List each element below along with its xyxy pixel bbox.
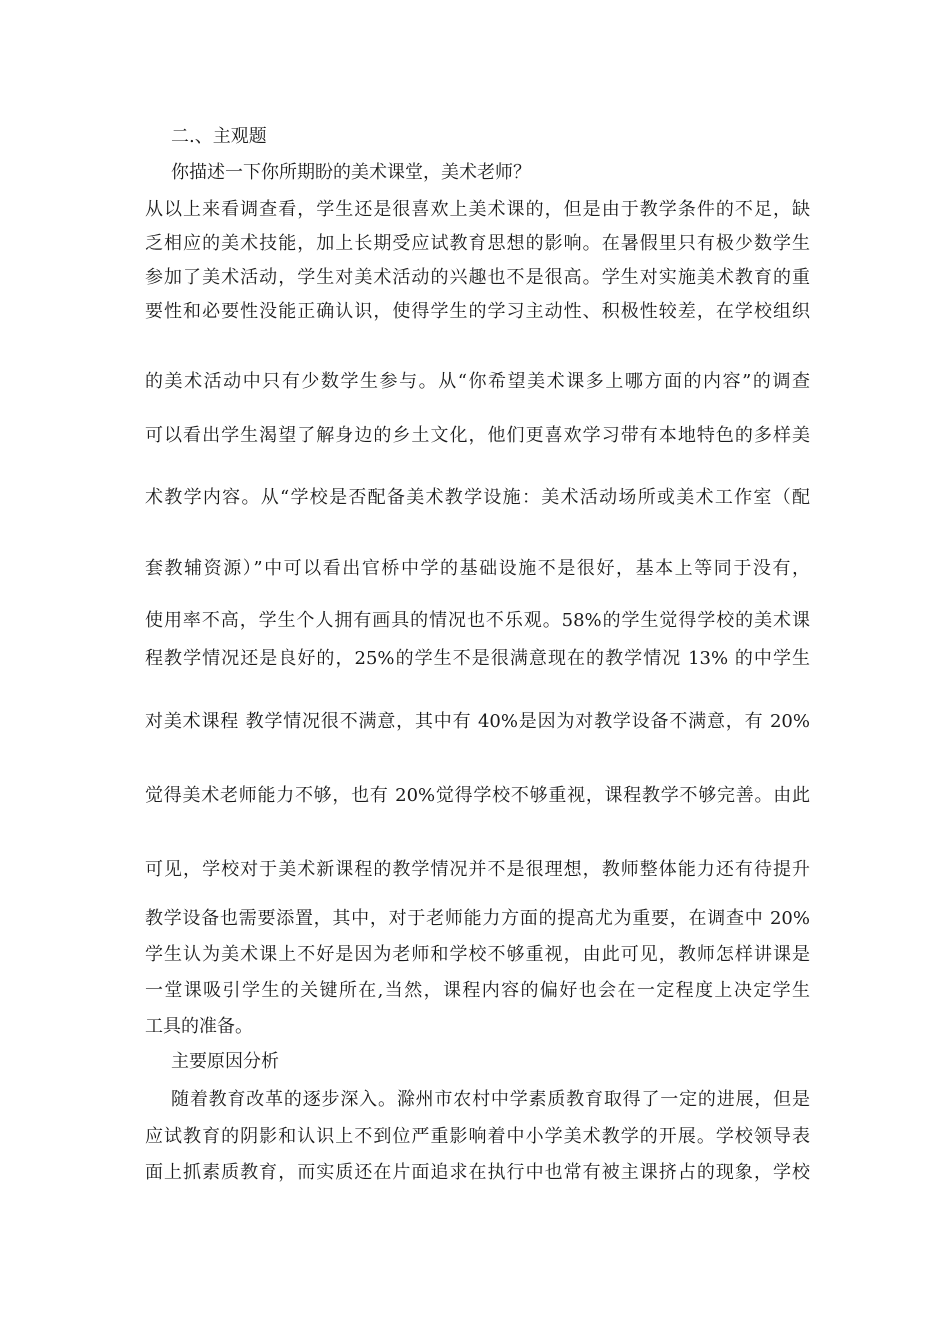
analysis-line: 套教辅资源）”中可以看出官桥中学的基础设施不是很好，基本上等同于没有，	[145, 558, 810, 579]
analysis-line: 一堂课吸引学生的关键所在,当然，课程内容的偏好也会在一定程度上决定学生	[145, 980, 810, 1001]
analysis-line: 工具的准备。	[145, 1016, 253, 1037]
analysis-line: 对美术课程 教学情况很不满意，其中有 40%是因为对教学设备不满意，有 20%	[145, 711, 810, 732]
analysis-line: 从以上来看调查看，学生还是很喜欢上美术课的，但是由于教学条件的不足，缺	[145, 199, 810, 220]
subheading: 主要原因分析	[171, 1051, 279, 1072]
analysis-line: 可见，学校对于美术新课程的教学情况并不是很理想，教师整体能力还有待提升	[145, 859, 810, 880]
analysis-line: 参加了美术活动，学生对美术活动的兴趣也不是很高。学生对实施美术教育的重	[145, 267, 810, 288]
reason-line: 随着教育改革的逐步深入。滁州市农村中学素质教育取得了一定的进展，但是	[171, 1089, 810, 1110]
analysis-line: 程教学情况还是良好的，25%的学生不是很满意现在的教学情况 13% 的中学生	[145, 648, 810, 669]
analysis-line: 学生认为美术课上不好是因为老师和学校不够重视，由此可见，教师怎样讲课是	[145, 944, 810, 965]
analysis-line: 要性和必要性没能正确认识，使得学生的学习主动性、积极性较差，在学校组织	[145, 301, 810, 322]
analysis-line: 觉得美术老师能力不够，也有 20%觉得学校不够重视，课程教学不够完善。由此	[145, 785, 810, 806]
analysis-line: 的美术活动中只有少数学生参与。从“你希望美术课多上哪方面的内容”的调查	[145, 371, 810, 392]
analysis-line: 可以看出学生渴望了解身边的乡土文化，他们更喜欢学习带有本地特色的多样美	[145, 425, 810, 446]
analysis-line: 乏相应的美术技能，加上长期受应试教育思想的影响。在暑假里只有极少数学生	[145, 233, 810, 254]
question-text: 你描述一下你所期盼的美术课堂，美术老师？	[171, 162, 531, 183]
analysis-line: 教学设备也需要添置，其中，对于老师能力方面的提高尤为重要，在调查中 20%	[145, 908, 810, 929]
reason-line: 应试教育的阴影和认识上不到位严重影响着中小学美术教学的开展。学校领导表	[145, 1126, 810, 1147]
section-title: 二.、主观题	[171, 126, 267, 147]
analysis-line: 术教学内容。从“学校是否配备美术教学设施：美术活动场所或美术工作室（配	[145, 487, 810, 508]
analysis-line: 使用率不高，学生个人拥有画具的情况也不乐观。58%的学生觉得学校的美术课	[145, 610, 810, 631]
reason-line: 面上抓素质教育，而实质还在片面追求在执行中也常有被主课挤占的现象，学校	[145, 1162, 810, 1183]
